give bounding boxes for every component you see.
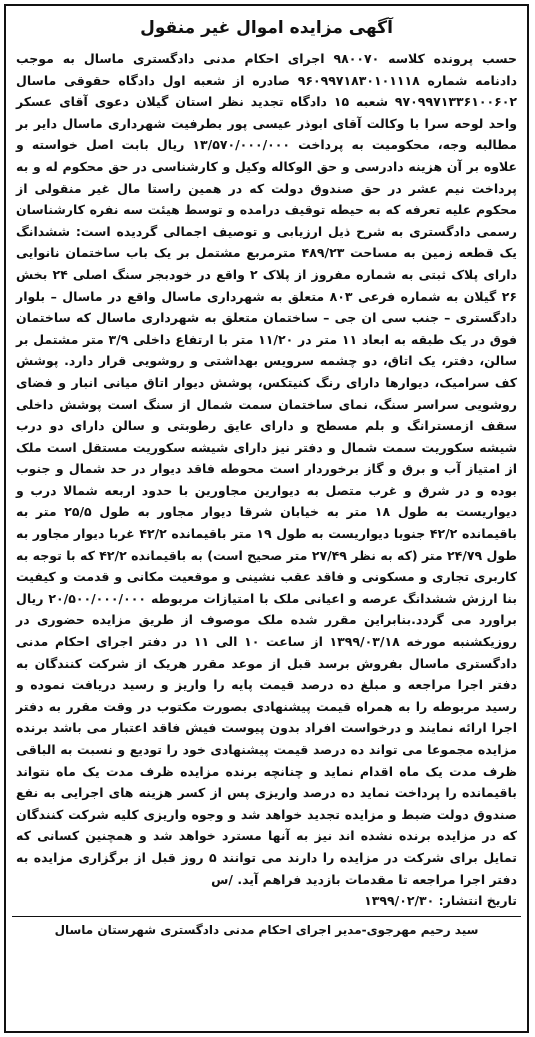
- signature-line: سید رحیم مهرجوی-مدیر اجرای احکام مدنی دادگستری شهرستان ماسال: [54, 922, 479, 937]
- notice-paragraph: حسب پرونده کلاسه ۹۸۰۰۷۰ اجرای احکام مدنی دادگستری ماسال به موجب دادنامه شماره ۹۶۰۹۹۷۱۸۳۰۱۰۱۱۱۸ صادره از شعبه اول دادگاه حقوقی ماسال ۹۷۰۹۹۷۱۳۳۶۱۰۰۶۰۲ شعبه ۱۵ دادگاه تجدید نظر استان گیلان دعوی آقای عسکر واحد لوحه سرا با وکالت آقای ابوذر عیسی پور بطرفیت شهرداری ماسال دایر بر مطالبه وجه، محکومیت به پرداخت ۱۳/۵۷۰/۰۰۰/۰۰۰ ریال بابت اصل خواسته و علاوه بر آن هزینه دادرسی و حق الوکاله وکیل و کارشناسی در حق محکوم له و به پرداخت نیم عشر در حق صندوق دولت که در همین راستا مال غیر منقولی از محکوم علیه تعرفه که به حیطه توقیف درامده و توسط هیئت سه نفره کارشناسان رسمی دادگستری به شرح ذیل ارزیابی و توصیف اجمالی گردیده است: ششدانگ یک قطعه زمین به مساحت ۴۸۹/۲۳ مترمربع مشتمل بر یک باب ساختمان نانوایی دارای پلاک ثبتی به شماره مفروز از پلاک ۲ واقع در خودبجر سنگ اصلی ۲۴ بخش ۲۶ گیلان به شماره فرعی ۸۰۳ متعلق به شهرداری ماسال واقع در ماسال – بلوار دادگستری – جنب سی ان جی – ساختمان متعلق به شهرداری ماسال که ساختمان فوق در یک طبقه به ابعاد ۱۱ متر در ۱۱/۲۰ متر با ارتفاع داخلی ۳/۹ متر مشتمل بر سالن، دفتر، یک اتاق، دو چشمه سرویس بهداشتی و روشویی قرار دارد. پوشش کف سرامیک، دیوارها دارای رنگ کنیتکس، پوشش دیوار اتاق میانی انبار و فضای روشویی سراسر سنگ، نمای ساختمان سمت شمال از سنگ است پوشش داخلی سقف ازمسترانگ و بلم مسطح و دارای عایق رطوبتی و سالن دارای دو درب شیشه سکوریت سمت شمال و دفتر نیز دارای شیشه سکوریت مستقل است ملک از امتیاز آب و برق و گاز برخوردار است محوطه فاقد دیوار در حد شمال و جنوب بوده و در شرق و غرب متصل به دیوارین مجاورین با حدود اربعه شمالا درب و دیواریست به طول ۱۸ متر به خیابان شرقا دیوار مجاور به طول ۲۵/۵ متر به باقیمانده ۴۲/۲ جنوبا دیواریست به طول ۱۹ متر باقیمانده ۴۲/۲ غربا دیوار مجاور به طول ۲۴/۷۹ متر (که به نظر ۲۷/۴۹ متر صحیح است) به باقیمانده ۴۲/۲ که با توجه به کاربری تجاری و مسکونی و فاقد عقب نشینی و موقعیت مکانی و قدمت و کیفیت بنا ارزش ششدانگ عرصه و اعیانی ملک با امتیازات مربوطه ۲۰/۵۰۰/۰۰۰/۰۰۰ ریال براورد می گردد.بنابراین مقرر شده ملک موصوف از طریق مزایده حضوری در روزیکشنبه مورخه ۱۳۹۹/۰۳/۱۸ از ساعت ۱۰ الی ۱۱ در دفتر اجرای احکام مدنی دادگستری ماسال بفروش برسد قبل از موعد مقرر هریک از شرکت کنندگان به دفتر اجرا مراجعه و مبلغ ده درصد قیمت پایه را واریز و رسید دریافت نموده و رسید مربوطه را به همراه قیمت پیشنهادی بصورت مکتوب در وقت مقرر به دفتر اجرا ارائه نمایند و درخواست افراد بدون پیوست فیش فاقد اعتبار می باشد برنده مزایده مجموعا می تواند ده درصد قیمت پیشنهادی خود را تودیع و نسبت به الباقی ظرف مدت یک ماه اقدام نماید و چنانچه برنده مزایده ظرف مدت یک ماه نتواند باقیمانده را پرداخت نماید ده درصد واریزی پس از کسر هزینه های اجرایی به نفع صندوق دولت ضبط و مزایده تجدید خواهد شد و وجوه واریزی کلیه شرکت کنندگان که در مزایده برنده نشده اند نیز به آنها مسترد خواهد شد و همچنین کسانی که تمایل برای شرکت در مزایده را دارند می توانند ۵ روز قبل از برگزاری مزایده به دفتر اجرا مراجعه تا مقدمات بازدید فراهم آید. /س: [16, 51, 518, 887]
- divider: [12, 916, 521, 917]
- legal-notice: [4, 4, 529, 1033]
- notice-body: [6, 48, 527, 912]
- publication-date: تاریخ انتشار: ۱۳۹۹/۰۲/۳۰: [364, 893, 517, 909]
- notice-title: آگهی مزایده اموال غیر منقول: [140, 18, 393, 38]
